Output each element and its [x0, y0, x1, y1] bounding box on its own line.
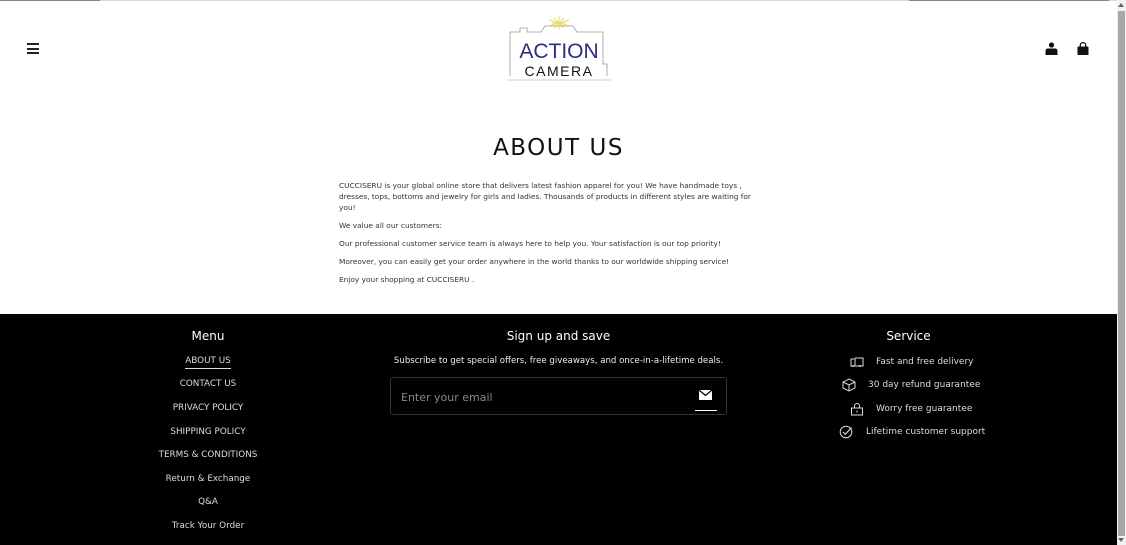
email-form — [390, 377, 727, 415]
scrollbar-thumb[interactable] — [1118, 11, 1125, 536]
svg-text:ACTION: ACTION — [519, 40, 599, 63]
shopping-bag-icon[interactable] — [1077, 42, 1089, 55]
newsletter-text: Subscribe to get special offers, free giveaways, and once-in-a-lifetime deals. — [393, 356, 724, 366]
subscribe-button[interactable] — [695, 386, 717, 408]
sun-icon — [549, 16, 569, 30]
check-circle-icon — [839, 425, 853, 439]
about-paragraph: We value all our customers: — [339, 221, 443, 230]
box-icon — [842, 378, 856, 392]
footer-link-contact-us[interactable]: CONTACT US — [179, 379, 237, 389]
service-item: Lifetime customer support — [830, 425, 990, 441]
footer-link-track-order[interactable]: Track Your Order — [171, 521, 245, 531]
page-title: ABOUT US — [493, 135, 624, 161]
footer-link-return-exchange[interactable]: Return & Exchange — [165, 474, 251, 484]
footer-link-terms[interactable]: TERMS & CONDITIONS — [158, 450, 258, 460]
site-header — [0, 0, 1117, 100]
service-item: 30 day refund guarantee — [830, 378, 990, 394]
service-item: Fast and free delivery — [830, 355, 990, 371]
scroll-up-arrow-icon[interactable] — [1118, 3, 1124, 7]
site-footer — [0, 314, 1117, 545]
service-title: Service — [886, 329, 931, 343]
logo[interactable] — [505, 14, 613, 84]
footer-link-about-us[interactable]: ABOUT US — [128, 356, 288, 366]
about-paragraph: Enjoy your shopping at CUCCISERU . — [339, 275, 475, 284]
scrollbar[interactable] — [1117, 0, 1126, 545]
footer-link-privacy-policy[interactable]: PRIVACY POLICY — [172, 403, 244, 413]
about-body — [339, 180, 769, 292]
about-paragraph: Our professional customer service team is always here to help you. Your satisfaction is our top priority! — [339, 239, 721, 248]
scroll-down-arrow-icon[interactable] — [1118, 538, 1124, 542]
truck-icon — [850, 355, 864, 369]
email-input[interactable] — [401, 388, 681, 406]
footer-link-shipping-policy[interactable]: SHIPPING POLICY — [170, 427, 246, 437]
svg-text:CAMERA: CAMERA — [524, 63, 594, 79]
lock-icon — [850, 402, 864, 416]
user-icon[interactable] — [1045, 42, 1058, 55]
about-paragraph: CUCCISERU is your global online store that delivers latest fashion apparel for you! We have handmade toys , dresses, tops, bottoms and jewelry for girls and ladies. Thousands of products in different styles are waiting for you! — [339, 181, 751, 212]
footer-menu-title: Menu — [191, 329, 225, 343]
newsletter-title: Sign up and save — [506, 329, 611, 343]
service-item: Worry free guarantee — [830, 402, 990, 418]
about-paragraph: Moreover, you can easily get your order anywhere in the world thanks to our worldwide shipping service! — [339, 257, 730, 266]
menu-icon[interactable] — [27, 43, 39, 54]
footer-link-qa[interactable]: Q&A — [198, 497, 218, 507]
mail-icon — [697, 388, 719, 404]
